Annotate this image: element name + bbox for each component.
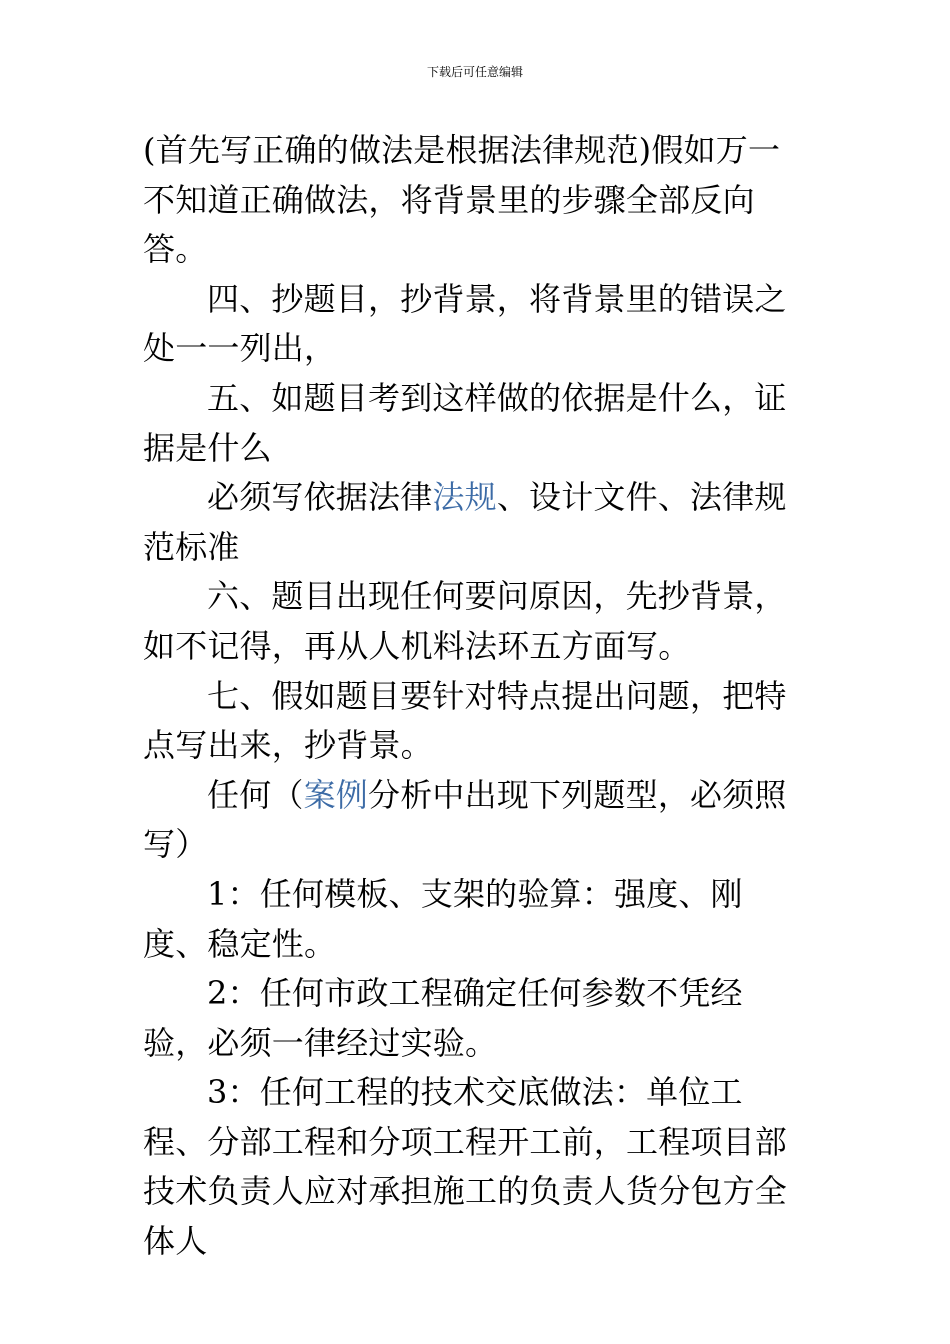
paragraph-1 xyxy=(143,126,793,275)
paragraph-8 xyxy=(143,870,793,969)
paragraph-text: 2：任何市政工程确定任何参数不凭经验，必须一律经过实验。 xyxy=(143,974,743,1062)
paragraph-text: 任何（ xyxy=(207,775,304,814)
paragraph-text: 1：任何模板、支架的验算：强度、刚度、稳定性。 xyxy=(143,874,743,963)
paragraph-text: 、设计文件、法律规范标准 xyxy=(143,478,787,566)
page-header: 下载后可任意编辑 xyxy=(426,65,523,79)
paragraph-5 xyxy=(143,572,793,671)
link-fagui[interactable]: 法规 xyxy=(432,478,497,517)
paragraph-text: 3：任何工程的技术交底做法：单位工程、分部工程和分项工程开工前，工程项目部技术负责人应对承担施工的负责人货分包方全体人 xyxy=(143,1073,788,1261)
paragraph-4 xyxy=(143,473,793,572)
paragraph-text: 必须写依据法律 xyxy=(207,478,433,517)
paragraph-text: 四、抄题目，抄背景，将背景里的错误之处一一列出， xyxy=(143,279,787,368)
paragraph-9 xyxy=(143,969,793,1068)
paragraph-text: 五、如题目考到这样做的依据是什么，证据是什么 xyxy=(143,378,787,467)
document-body xyxy=(143,126,793,1267)
paragraph-text: 七、假如题目要针对特点提出问题，把特点写出来，抄背景。 xyxy=(143,676,787,765)
link-anli[interactable]: 案例 xyxy=(303,775,369,814)
paragraph-text: (首先写正确的做法是根据法律规范)假如万一不知道正确做法，将背景里的步骤全部反向答。 xyxy=(143,131,781,269)
paragraph-7 xyxy=(143,771,793,870)
paragraph-3 xyxy=(143,374,793,473)
paragraph-6 xyxy=(143,672,793,771)
paragraph-10 xyxy=(143,1068,793,1266)
paragraph-2 xyxy=(143,275,793,374)
paragraph-text: 分析中出现下列题型，必须照写） xyxy=(143,775,787,864)
paragraph-text: 六、题目出现任何要问原因，先抄背景，如不记得，再从人机料法环五方面写。 xyxy=(143,577,787,665)
